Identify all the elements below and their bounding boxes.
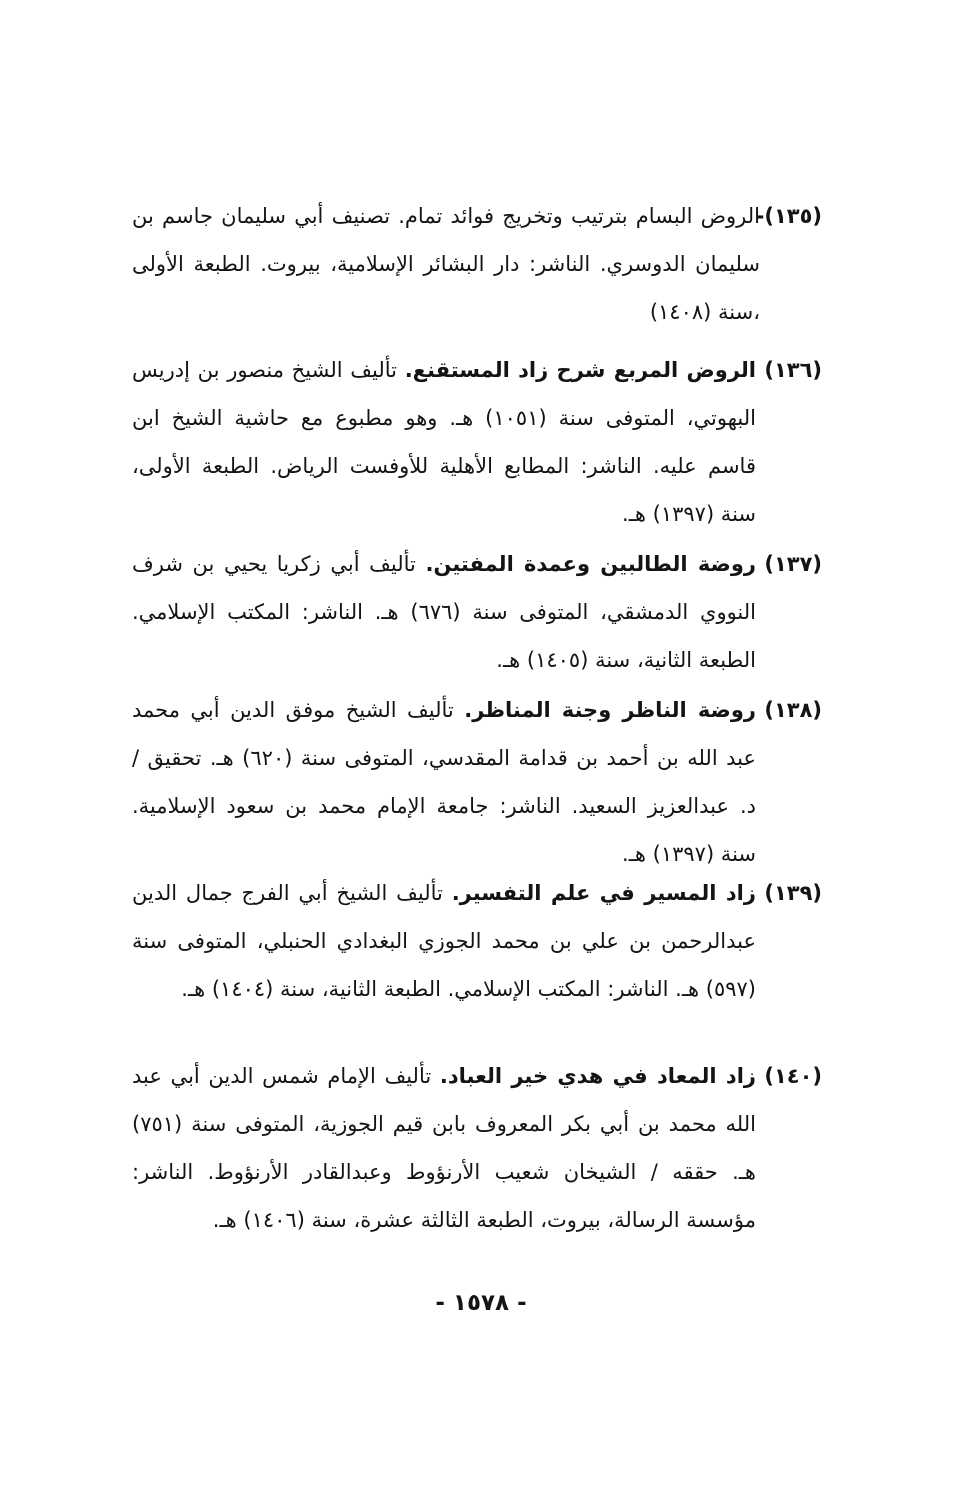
entry-number: (١٣٩) (764, 881, 822, 905)
entry-body (132, 869, 756, 1013)
entry-text: تأليف الشيخ موفق الدين أبي محمد عبد الله بن أحمد بن قدامة المقدسي، المتوفى سنة (٦٢٠) هـ. تحقيق / د. عبدالعزيز السعيد. الناشر: جامعة الإمام محمد بن سعود الإسلامية. سنة (١٣٩٧) هـ. (132, 698, 756, 866)
entry-number: (١٤٠) (764, 1064, 822, 1088)
entry-text: تأليف الشيخ أبي الفرج جمال الدين عبدالرحمن بن علي بن محمد الجوزي البغدادي الحنبلي، المتوفى سنة (٥٩٧) هـ. الناشر: المكتب الإسلامي. الطبعة الثانية، سنة (١٤٠٤) هـ. (132, 881, 756, 1001)
entry-text: تأليف الشيخ منصور بن إدريس البهوتي، المتوفى سنة (١٠٥١) هـ. وهو مطبوع مع حاشية الشيخ ابن قاسم عليه. الناشر: المطابع الأهلية للأوفست الرياض. الطبعة الأولى، سنة (١٣٩٧) هـ. (132, 358, 756, 526)
entry-body (132, 346, 756, 538)
entry-title: روضة الطالبين وعمدة المفتين. (425, 552, 756, 576)
entry-title: الروض المربع شرح زاد المستقنع. (404, 358, 756, 382)
bibliography-entry (132, 686, 822, 878)
entry-number: (١٣٦) (764, 358, 822, 382)
bibliography-entry (132, 869, 822, 1013)
entry-body (132, 192, 760, 336)
entry-body (132, 686, 756, 878)
bibliography-entry (132, 1052, 822, 1244)
bibliography-entry (132, 540, 822, 684)
entry-title: زاد المسير في علم التفسير. (451, 881, 756, 905)
bibliography-entry (132, 192, 822, 336)
entry-text: الروض البسام بترتيب وتخريج فوائد تمام. تصنيف أبي سليمان جاسم بن سليمان الدوسري. الناشر: دار البشائر الإسلامية، بيروت. الطبعة الأولى ،سنة (١٤٠٨) (132, 204, 760, 324)
entry-number: (١٣٧) (764, 552, 822, 576)
entry-text: تأليف الإمام شمس الدين أبي عبد الله محمد بن أبي بكر المعروف بابن قيم الجوزية، المتوفى سنة (٧٥١) هـ. حققه / الشيخان شعيب الأرنؤوط وعبدالقادر الأرنؤوط. الناشر: مؤسسة الرسالة، بيروت، الطبعة الثالثة عشرة، سنة (١٤٠٦) هـ. (132, 1064, 756, 1232)
entry-body (132, 540, 756, 684)
entry-text: تأليف أبي زكريا يحيي بن شرف النووي الدمشقي، المتوفى سنة (٦٧٦) هـ. الناشر: المكتب الإسلامي. الطبعة الثانية، سنة (١٤٠٥) هـ. (132, 552, 756, 672)
entry-number: (١٣٨) (764, 698, 822, 722)
entry-number: (١٣٥)- (755, 204, 822, 228)
entry-title: روضة الناظر وجنة المناظر. (464, 698, 756, 722)
page-number: - ١٥٧٨ - (435, 1290, 527, 1316)
entry-title: زاد المعاد في هدي خير العباد. (439, 1064, 756, 1088)
entry-body (132, 1052, 756, 1244)
bibliography-entry (132, 346, 822, 538)
